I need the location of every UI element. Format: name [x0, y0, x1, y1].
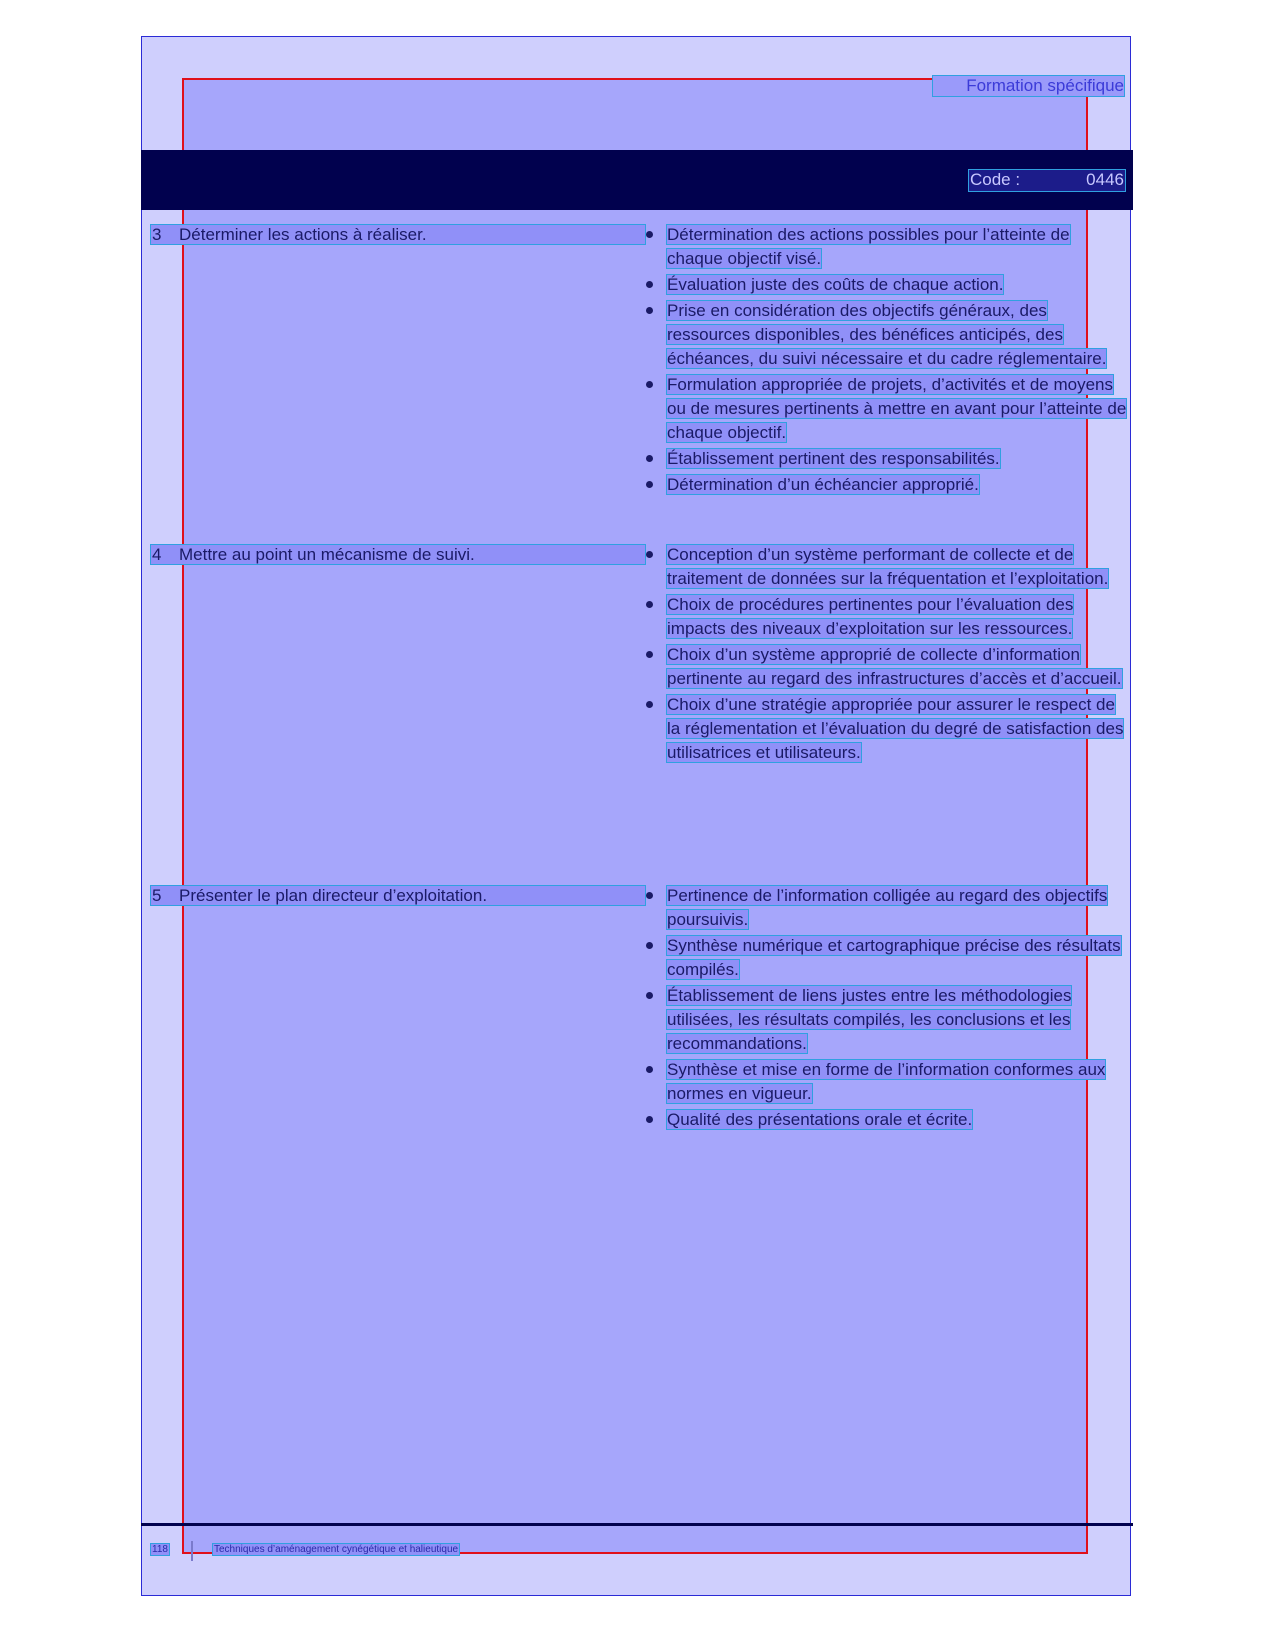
- course-code: [969, 170, 1125, 191]
- objective-row: [151, 886, 645, 905]
- criterion-item: Choix d’un système approprié de collecte d’information pertinente au regard des infrastructures d’accès et d’accueil.: [646, 643, 1128, 691]
- objective-label: Présenter le plan directeur d’exploitation.: [179, 886, 488, 905]
- criteria-list: [646, 543, 1128, 767]
- bullet-icon: [646, 281, 653, 288]
- objective-number: 4: [152, 545, 162, 564]
- criteria-list: [646, 223, 1128, 499]
- objective-row: [151, 545, 645, 564]
- criterion-item: Évaluation juste des coûts de chaque action.: [646, 273, 1128, 297]
- bullet-icon: [646, 892, 653, 899]
- criteria-list: [646, 884, 1128, 1134]
- program-name: Techniques d’aménagement cynégétique et halieutique: [214, 1544, 459, 1555]
- footer-rule: [141, 1523, 1133, 1526]
- criterion-item: Formulation appropriée de projets, d’activités et de moyens ou de mesures pertinents à mettre en avant pour l’atteinte de chaque objectif.: [646, 373, 1128, 445]
- bullet-icon: [646, 551, 653, 558]
- bullet-icon: [646, 481, 653, 488]
- section-title: Formation spécifique: [933, 76, 1124, 96]
- bullet-icon: [646, 942, 653, 949]
- criterion-item: Détermination des actions possibles pour l’atteinte de chaque objectif visé.: [646, 223, 1128, 271]
- criterion-item: Prise en considération des objectifs généraux, des ressources disponibles, des bénéfices anticipés, des échéances, du suivi nécessaire et du cadre réglementaire.: [646, 299, 1128, 371]
- criterion-item: Qualité des présentations orale et écrite.: [646, 1108, 1128, 1132]
- bullet-icon: [646, 992, 653, 999]
- bullet-icon: [646, 701, 653, 708]
- bullet-icon: [646, 381, 653, 388]
- bullet-icon: [646, 601, 653, 608]
- footer-divider: [191, 1541, 193, 1561]
- bullet-icon: [646, 1066, 653, 1073]
- bullet-icon: [646, 1116, 653, 1123]
- objective-label: Déterminer les actions à réaliser.: [179, 225, 427, 244]
- bullet-icon: [646, 307, 653, 314]
- criterion-item: Établissement de liens justes entre les méthodologies utilisées, les résultats compilés, les conclusions et les recommandations.: [646, 984, 1128, 1056]
- code-label: Code :: [970, 170, 1021, 189]
- objective-number: 3: [152, 225, 162, 244]
- criterion-item: Synthèse et mise en forme de l’information conformes aux normes en vigueur.: [646, 1058, 1128, 1106]
- objective-label: Mettre au point un mécanisme de suivi.: [179, 545, 475, 564]
- objective-number: 5: [152, 886, 162, 905]
- criterion-item: Choix d’une stratégie appropriée pour assurer le respect de la réglementation et l’évaluation du degré de satisfaction des utilisatrices et utilisateurs.: [646, 693, 1128, 765]
- bullet-icon: [646, 651, 653, 658]
- criterion-item: Synthèse numérique et cartographique précise des résultats compilés.: [646, 934, 1128, 982]
- criterion-item: Choix de procédures pertinentes pour l’évaluation des impacts des niveaux d’exploitation sur les ressources.: [646, 593, 1128, 641]
- criterion-item: Établissement pertinent des responsabilités.: [646, 447, 1128, 471]
- code-value: 0446: [1086, 170, 1124, 189]
- bullet-icon: [646, 455, 653, 462]
- page-number: 118: [152, 1544, 168, 1555]
- criterion-item: Conception d’un système performant de collecte et de traitement de données sur la fréquentation et l’exploitation.: [646, 543, 1128, 591]
- bullet-icon: [646, 231, 653, 238]
- criterion-item: Détermination d’un échéancier approprié.: [646, 473, 1128, 497]
- criterion-item: Pertinence de l’information colligée au regard des objectifs poursuivis.: [646, 884, 1128, 932]
- objective-row: [151, 225, 645, 244]
